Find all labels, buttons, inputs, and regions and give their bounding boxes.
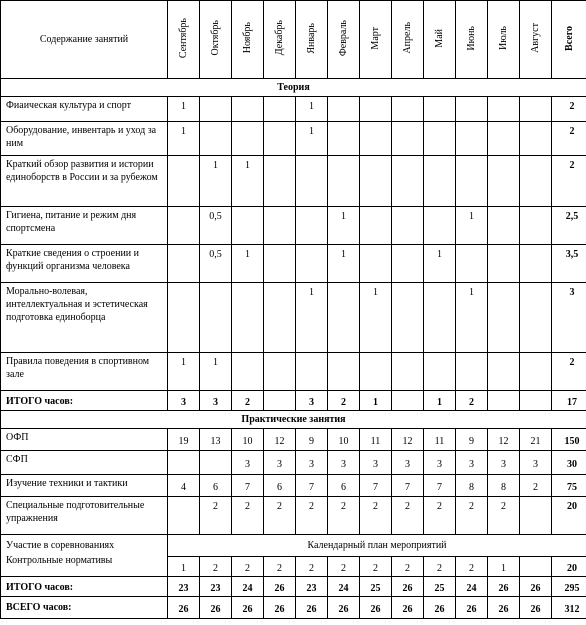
month-value: 10 (232, 429, 264, 451)
month-value (264, 97, 296, 122)
month-value (328, 97, 360, 122)
row-total: 2 (552, 156, 586, 207)
month-value (360, 207, 392, 245)
month-header: Март (360, 1, 392, 79)
month-value: 1 (328, 245, 360, 283)
month-value: 26 (392, 577, 424, 597)
month-value (264, 156, 296, 207)
month-value: 26 (520, 597, 552, 619)
month-value (488, 245, 520, 283)
month-value (264, 245, 296, 283)
month-value: 6 (200, 475, 232, 497)
month-value: 8 (488, 475, 520, 497)
month-value: 3 (424, 451, 456, 475)
month-value: 1 (424, 391, 456, 411)
month-value (296, 156, 328, 207)
month-value (424, 207, 456, 245)
month-value: 3 (488, 451, 520, 475)
month-value: 23 (168, 577, 200, 597)
month-value: 10 (328, 429, 360, 451)
month-value: 1 (328, 207, 360, 245)
subtotal-row (1, 391, 586, 411)
table-row (1, 156, 586, 207)
row-label (1, 535, 168, 577)
row-total: 2 (552, 353, 586, 391)
month-value: 2 (328, 557, 360, 577)
month-value: 19 (168, 429, 200, 451)
month-value (456, 353, 488, 391)
month-value: 26 (264, 577, 296, 597)
row-total: 30 (552, 451, 586, 475)
month-value: 26 (488, 577, 520, 597)
month-value: 1 (456, 207, 488, 245)
month-value: 3 (232, 451, 264, 475)
month-value (392, 207, 424, 245)
month-value: 11 (424, 429, 456, 451)
month-value: 2 (360, 497, 392, 535)
month-value (232, 122, 264, 156)
month-value: 11 (360, 429, 392, 451)
month-value: 1 (296, 97, 328, 122)
month-value (488, 391, 520, 411)
month-value (520, 207, 552, 245)
month-value (232, 283, 264, 353)
month-value: 2 (264, 497, 296, 535)
month-value: 26 (328, 597, 360, 619)
month-value: 3 (200, 391, 232, 411)
month-value (424, 353, 456, 391)
table-row (1, 497, 586, 535)
month-value: 12 (488, 429, 520, 451)
month-value: 7 (360, 475, 392, 497)
month-value: 3 (360, 451, 392, 475)
month-value: 7 (392, 475, 424, 497)
month-value (488, 156, 520, 207)
month-value: 21 (520, 429, 552, 451)
row-total: 2 (552, 97, 586, 122)
row-label: СФП (1, 451, 168, 475)
month-value (520, 391, 552, 411)
month-value: 2 (456, 391, 488, 411)
section-title: Практические занятия (1, 411, 586, 429)
month-value: 8 (456, 475, 488, 497)
month-value (488, 97, 520, 122)
month-value: 1 (488, 557, 520, 577)
month-value: 2 (392, 497, 424, 535)
month-value (264, 283, 296, 353)
month-value (520, 557, 552, 577)
month-value (200, 122, 232, 156)
month-value (392, 97, 424, 122)
section-title: Теория (1, 79, 586, 97)
month-value (392, 245, 424, 283)
month-header: Август (520, 1, 552, 79)
row-label: Специальные подготовительные упражнения (1, 497, 168, 535)
month-value: 2 (424, 557, 456, 577)
month-value: 1 (232, 156, 264, 207)
month-value: 7 (232, 475, 264, 497)
total-header: Всего (552, 1, 586, 79)
month-value (392, 353, 424, 391)
calendar-plan-label: Календарный план мероприятий (168, 535, 586, 557)
month-value: 1 (456, 283, 488, 353)
month-value (328, 283, 360, 353)
month-value: 12 (264, 429, 296, 451)
month-value (168, 283, 200, 353)
month-value: 24 (328, 577, 360, 597)
month-value (456, 245, 488, 283)
month-value: 3 (328, 451, 360, 475)
month-header: Декабрь (264, 1, 296, 79)
month-value (296, 207, 328, 245)
month-value: 7 (424, 475, 456, 497)
month-value: 26 (264, 597, 296, 619)
month-value: 1 (168, 97, 200, 122)
month-value: 1 (360, 391, 392, 411)
month-value (360, 245, 392, 283)
month-value: 4 (168, 475, 200, 497)
competitions-label: Участие в соревнованиях (6, 540, 115, 551)
month-value (520, 122, 552, 156)
row-label: Морально-волевая, интеллектуальная и эстетическая подготовка единоборца (1, 283, 168, 353)
month-value (424, 122, 456, 156)
month-header: Февраль (328, 1, 360, 79)
month-value: 9 (456, 429, 488, 451)
month-value: 2 (456, 497, 488, 535)
section-title-row (1, 79, 586, 97)
month-value: 2 (488, 497, 520, 535)
month-value (520, 353, 552, 391)
month-value (264, 391, 296, 411)
month-value: 7 (296, 475, 328, 497)
month-value: 26 (232, 597, 264, 619)
month-value (200, 97, 232, 122)
month-value (360, 122, 392, 156)
row-label: Краткие сведения о строении и функций организма человека (1, 245, 168, 283)
month-header: Сентябрь (168, 1, 200, 79)
row-total: 2,5 (552, 207, 586, 245)
month-value: 26 (392, 597, 424, 619)
month-value (264, 207, 296, 245)
month-value: 1 (168, 353, 200, 391)
table-row (1, 207, 586, 245)
month-value (456, 156, 488, 207)
month-value: 9 (296, 429, 328, 451)
content-header: Содержание занятий (1, 1, 168, 79)
month-value: 13 (200, 429, 232, 451)
month-value: 1 (360, 283, 392, 353)
month-value (296, 245, 328, 283)
month-header: Май (424, 1, 456, 79)
month-value (520, 283, 552, 353)
month-value (264, 122, 296, 156)
section-title-row (1, 411, 586, 429)
row-label: ВСЕГО часов: (1, 597, 168, 619)
table-row (1, 122, 586, 156)
row-total: 3,5 (552, 245, 586, 283)
month-value (328, 353, 360, 391)
month-value: 2 (264, 557, 296, 577)
month-value: 3 (520, 451, 552, 475)
table-row (1, 97, 586, 122)
subtotal-row (1, 577, 586, 597)
competitions-row (1, 535, 586, 557)
month-value (424, 97, 456, 122)
month-value: 2 (232, 557, 264, 577)
month-value: 3 (264, 451, 296, 475)
row-total: 20 (552, 557, 586, 577)
month-value: 2 (520, 475, 552, 497)
month-value (232, 353, 264, 391)
month-value: 26 (488, 597, 520, 619)
month-value: 26 (168, 597, 200, 619)
month-header: Апрель (392, 1, 424, 79)
row-total: 295 (552, 577, 586, 597)
month-value (360, 97, 392, 122)
month-value (488, 353, 520, 391)
month-header: Июль (488, 1, 520, 79)
month-value: 3 (296, 391, 328, 411)
header-row (1, 1, 586, 79)
row-label: ИТОГО часов: (1, 391, 168, 411)
month-value: 12 (392, 429, 424, 451)
month-header: Октябрь (200, 1, 232, 79)
month-value (392, 283, 424, 353)
month-value: 26 (360, 597, 392, 619)
row-label: ОФП (1, 429, 168, 451)
row-label: Изучение техники и тактики (1, 475, 168, 497)
month-value (456, 122, 488, 156)
month-value: 2 (232, 497, 264, 535)
month-value: 26 (200, 597, 232, 619)
month-value (232, 207, 264, 245)
month-value: 25 (360, 577, 392, 597)
month-value (392, 391, 424, 411)
month-value (168, 497, 200, 535)
month-value (520, 245, 552, 283)
month-value: 23 (296, 577, 328, 597)
month-value (360, 353, 392, 391)
row-total: 312 (552, 597, 586, 619)
month-value: 3 (296, 451, 328, 475)
month-value (328, 122, 360, 156)
month-value: 2 (296, 557, 328, 577)
month-value: 23 (200, 577, 232, 597)
month-value (392, 122, 424, 156)
row-total: 150 (552, 429, 586, 451)
control-norms-label: Контрольные нормативы (6, 555, 113, 566)
month-value: 1 (424, 245, 456, 283)
row-label: Краткий обзор развития и истории единоборств в России и за рубежом (1, 156, 168, 207)
month-value (168, 156, 200, 207)
month-value (488, 122, 520, 156)
row-total: 3 (552, 283, 586, 353)
table-row (1, 451, 586, 475)
table-row (1, 283, 586, 353)
month-value (520, 497, 552, 535)
month-value (232, 97, 264, 122)
month-value: 1 (296, 283, 328, 353)
month-value: 26 (456, 597, 488, 619)
row-label: Оборудование, инвентарь и уход за ним (1, 122, 168, 156)
table-row (1, 475, 586, 497)
month-value (360, 156, 392, 207)
month-value: 2 (328, 391, 360, 411)
month-value: 2 (328, 497, 360, 535)
row-label: Правила поведения в спортивном зале (1, 353, 168, 391)
row-total: 2 (552, 122, 586, 156)
month-value: 2 (232, 391, 264, 411)
month-value (392, 156, 424, 207)
month-value (168, 451, 200, 475)
month-value: 3 (392, 451, 424, 475)
month-header: Июнь (456, 1, 488, 79)
month-value: 2 (456, 557, 488, 577)
month-value: 1 (168, 557, 200, 577)
month-value: 1 (200, 156, 232, 207)
month-value (488, 207, 520, 245)
month-value: 1 (168, 122, 200, 156)
month-value (168, 207, 200, 245)
month-value (328, 156, 360, 207)
month-value: 2 (424, 497, 456, 535)
month-value (456, 97, 488, 122)
month-value: 24 (232, 577, 264, 597)
month-value: 25 (424, 577, 456, 597)
month-value: 6 (264, 475, 296, 497)
grand-total-row (1, 597, 586, 619)
month-value: 2 (200, 497, 232, 535)
month-value: 24 (456, 577, 488, 597)
month-value: 1 (200, 353, 232, 391)
table-row (1, 245, 586, 283)
month-value: 26 (520, 577, 552, 597)
month-value (424, 283, 456, 353)
month-value: 2 (200, 557, 232, 577)
month-value (520, 97, 552, 122)
month-value (264, 353, 296, 391)
table-row (1, 429, 586, 451)
month-value: 3 (168, 391, 200, 411)
table-row (1, 353, 586, 391)
row-label: Гигиена, питание и режим дня спортсмена (1, 207, 168, 245)
month-value: 2 (392, 557, 424, 577)
month-value (520, 156, 552, 207)
month-value: 1 (296, 122, 328, 156)
month-value (424, 156, 456, 207)
month-value: 0,5 (200, 245, 232, 283)
month-value: 1 (232, 245, 264, 283)
month-value (296, 353, 328, 391)
month-value (488, 283, 520, 353)
month-value: 6 (328, 475, 360, 497)
month-value: 26 (424, 597, 456, 619)
month-header: Ноябрь (232, 1, 264, 79)
month-value (200, 451, 232, 475)
month-value: 0,5 (200, 207, 232, 245)
row-total: 75 (552, 475, 586, 497)
row-total: 20 (552, 497, 586, 535)
month-header: Январь (296, 1, 328, 79)
month-value: 26 (296, 597, 328, 619)
month-value: 2 (296, 497, 328, 535)
row-total: 17 (552, 391, 586, 411)
row-label: ИТОГО часов: (1, 577, 168, 597)
month-value: 3 (456, 451, 488, 475)
month-value: 2 (360, 557, 392, 577)
row-label: Фиаическая культура и спорт (1, 97, 168, 122)
month-value (200, 283, 232, 353)
month-value (168, 245, 200, 283)
